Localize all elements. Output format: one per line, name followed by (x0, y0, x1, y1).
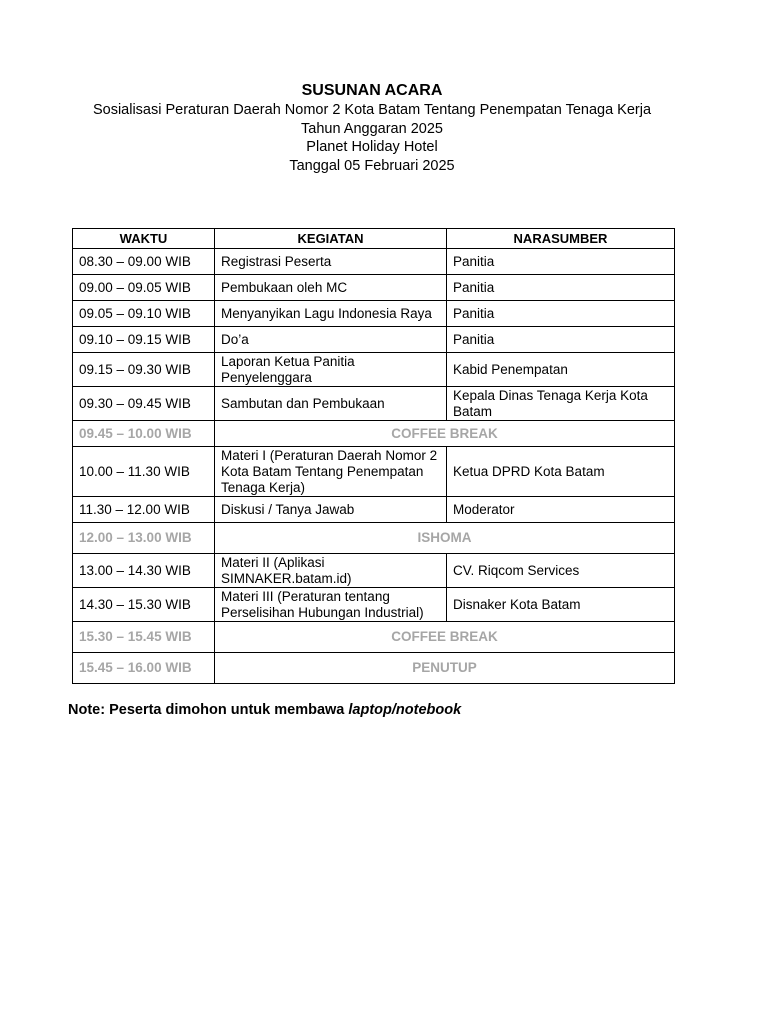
document-title: SUSUNAN ACARA (301, 82, 443, 99)
time-cell: 09.15 – 09.30 WIB (73, 353, 215, 387)
speaker-cell: Kabid Penempatan (447, 353, 675, 387)
header-narasumber: NARASUMBER (447, 229, 675, 249)
event-date: Tanggal 05 Februari 2025 (289, 157, 455, 174)
table-row (73, 353, 675, 387)
activity-cell: Diskusi / Tanya Jawab (215, 497, 447, 523)
break-row (73, 523, 675, 554)
activity-cell: Menyanyikan Lagu Indonesia Raya (215, 301, 447, 327)
activity-cell: Pembukaan oleh MC (215, 275, 447, 301)
activity-cell: Laporan Ketua Panitia Penyelenggara (215, 353, 447, 387)
break-label: ISHOMA (215, 523, 675, 554)
table-row (73, 327, 675, 353)
activity-cell: Sambutan dan Pembukaan (215, 387, 447, 421)
speaker-cell: Kepala Dinas Tenaga Kerja Kota Batam (447, 387, 675, 421)
table-row (73, 554, 675, 588)
time-cell: 09.30 – 09.45 WIB (73, 387, 215, 421)
note (68, 701, 461, 719)
speaker-cell: Panitia (447, 249, 675, 275)
break-row (73, 653, 675, 684)
speaker-cell: Panitia (447, 275, 675, 301)
break-label: COFFEE BREAK (215, 421, 675, 447)
speaker-cell: Moderator (447, 497, 675, 523)
time-cell: 09.00 – 09.05 WIB (73, 275, 215, 301)
budget-year: Tahun Anggaran 2025 (301, 120, 443, 137)
speaker-cell: Panitia (447, 327, 675, 353)
venue: Planet Holiday Hotel (306, 139, 438, 155)
document-header (0, 81, 744, 175)
table-row (73, 249, 675, 275)
speaker-cell: CV. Riqcom Services (447, 554, 675, 588)
table-header-row (73, 229, 675, 249)
note-emphasis: laptop/notebook (348, 702, 462, 718)
activity-cell: Registrasi Peserta (215, 249, 447, 275)
time-cell: 09.10 – 09.15 WIB (73, 327, 215, 353)
note-text: Note: Peserta dimohon untuk membawa (68, 702, 349, 718)
event-name: Sosialisasi Peraturan Daerah Nomor 2 Kota Batam Tentang Penempatan Tenaga Kerja (92, 102, 652, 118)
table-row (73, 301, 675, 327)
break-label: PENUTUP (215, 653, 675, 684)
table-row (73, 588, 675, 622)
time-cell: 15.45 – 16.00 WIB (73, 653, 215, 684)
activity-cell: Materi II (Aplikasi SIMNAKER.batam.id) (215, 554, 447, 588)
break-row (73, 421, 675, 447)
time-cell: 15.30 – 15.45 WIB (73, 622, 215, 653)
time-cell: 14.30 – 15.30 WIB (73, 588, 215, 622)
time-cell: 11.30 – 12.00 WIB (73, 497, 215, 523)
break-row (73, 622, 675, 653)
table-row (73, 387, 675, 421)
speaker-cell: Ketua DPRD Kota Batam (447, 447, 675, 497)
activity-cell: Do’a (215, 327, 447, 353)
time-cell: 09.05 – 09.10 WIB (73, 301, 215, 327)
table-row (73, 497, 675, 523)
table-row (73, 275, 675, 301)
time-cell: 09.45 – 10.00 WIB (73, 421, 215, 447)
speaker-cell: Disnaker Kota Batam (447, 588, 675, 622)
break-label: COFFEE BREAK (215, 622, 675, 653)
time-cell: 10.00 – 11.30 WIB (73, 447, 215, 497)
header-waktu: WAKTU (73, 229, 215, 249)
activity-cell: Materi I (Peraturan Daerah Nomor 2 Kota Batam Tentang Penempatan Tenaga Kerja) (215, 447, 447, 497)
header-kegiatan: KEGIATAN (215, 229, 447, 249)
time-cell: 13.00 – 14.30 WIB (73, 554, 215, 588)
time-cell: 08.30 – 09.00 WIB (73, 249, 215, 275)
table-row (73, 447, 675, 497)
schedule-table (72, 228, 675, 684)
speaker-cell: Panitia (447, 301, 675, 327)
time-cell: 12.00 – 13.00 WIB (73, 523, 215, 554)
activity-cell: Materi III (Peraturan tentang Perselisihan Hubungan Industrial) (215, 588, 447, 622)
